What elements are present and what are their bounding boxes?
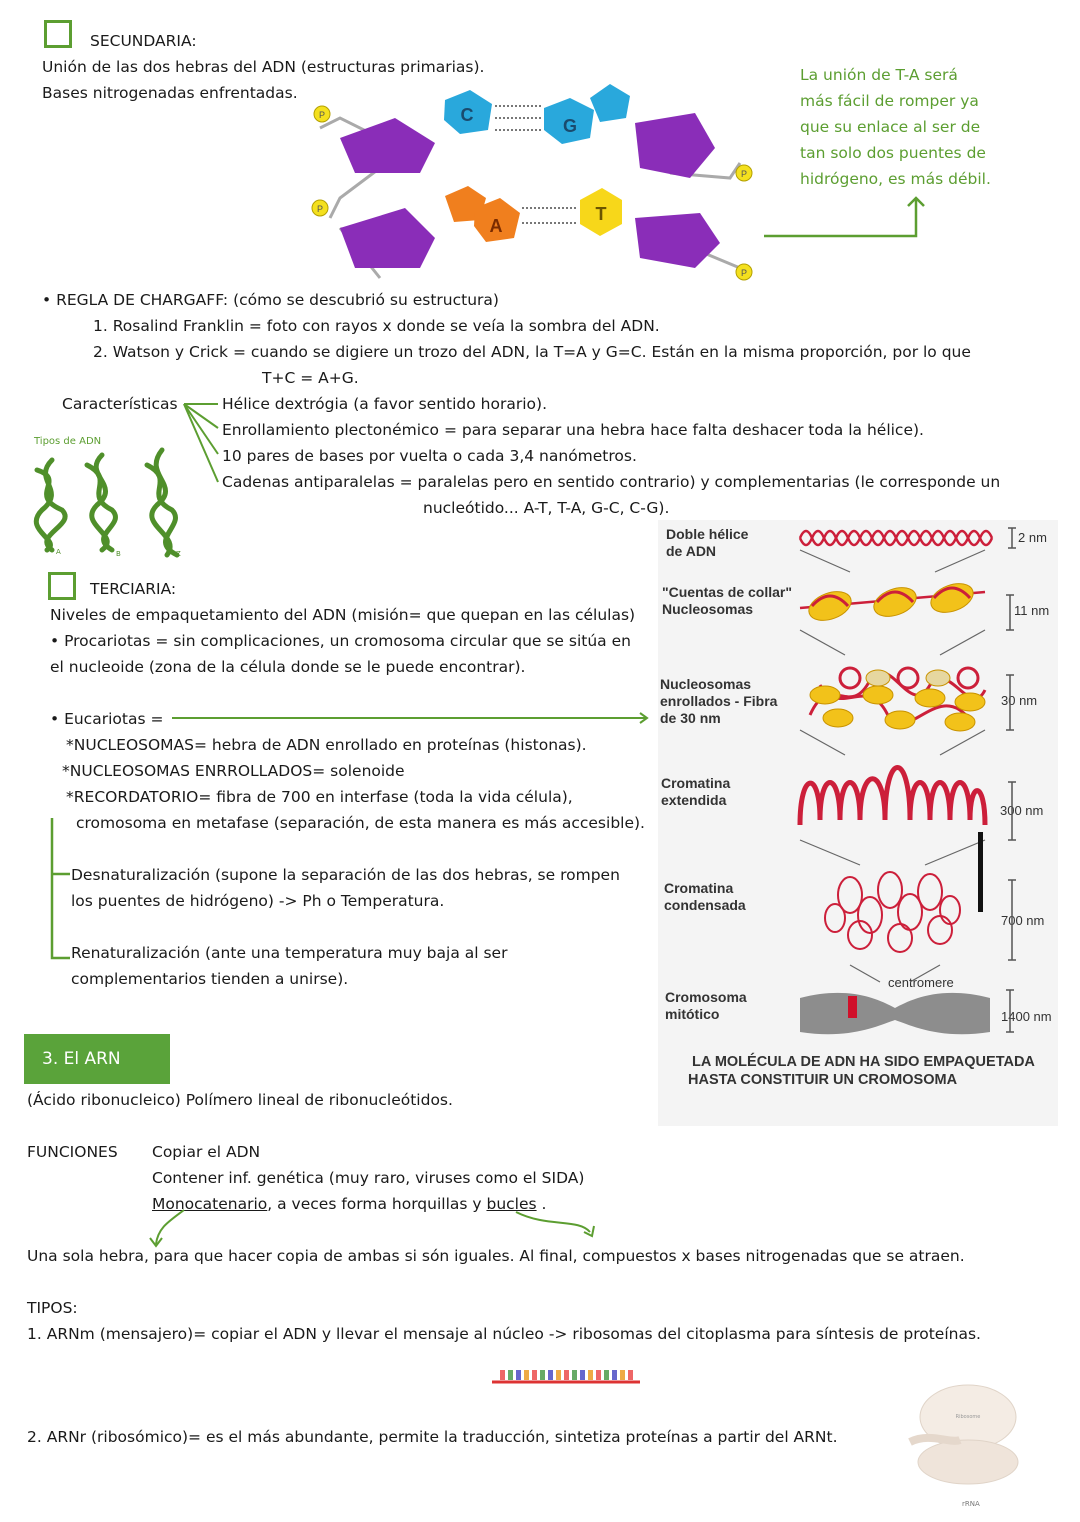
eucariotas-label: • Eucariotas = (50, 710, 164, 728)
dna-type-a: A (56, 548, 61, 556)
level-1-label-line: de ADN (666, 543, 717, 559)
centromere-label: centromere (888, 975, 954, 990)
note-arrow (762, 194, 932, 239)
level-3-label-line: enrollados - Fibra (660, 693, 778, 709)
level-5-label-line: condensada (664, 897, 746, 913)
size-11nm: 11 nm (1014, 603, 1050, 618)
size-700nm: 700 nm (1001, 913, 1045, 928)
terciaria-line1: Niveles de empaquetamiento del ADN (misión= que quepan en las células) (50, 606, 636, 624)
level-5-label-line: Cromatina (664, 880, 734, 896)
chargaff-item-2: 2. Watson y Crick = cuando se digiere un trozo del ADN, la T=A y G=C. Están en la misma proporción, por lo que (93, 343, 971, 361)
note-line-5: hidrógeno, es más débil. (800, 170, 991, 188)
level-2-label (662, 584, 792, 618)
tipos-adn-label: Tipos de ADN (34, 436, 102, 447)
ribosome-label: Ribosome (955, 1414, 981, 1420)
nucleosomas-note: *NUCLEOSOMAS= hebra de ADN enrollado en proteínas (histonas). (66, 736, 587, 754)
terciaria-title: TERCIARIA: (90, 580, 177, 598)
level-6-label-line: mitótico (665, 1006, 720, 1022)
size-2nm: 2 nm (1018, 530, 1047, 545)
caracteristica-4b: nucleótido... A-T, T-A, G-C, C-G). (423, 499, 670, 517)
renaturalizacion-1: Renaturalización (ante una temperatura muy baja al ser (71, 944, 508, 962)
base-c-label: C (460, 105, 474, 125)
packing-drawings (790, 520, 1060, 1040)
level-3-label-line: Nucleosomas (660, 676, 752, 692)
checkbox-secundaria[interactable] (44, 20, 72, 48)
funcion-3-middle: , a veces forma horquillas y (267, 1195, 487, 1213)
level-5-label (664, 880, 746, 914)
desnaturalizacion-1: Desnaturalización (supone la separación de las dos hebras, se rompen (71, 866, 620, 884)
level-6-label-line: Cromosoma (665, 989, 747, 1005)
caracteristica-2: Enrollamiento plectonémico = para separar una hebra hace falta deshacer toda la hélice). (222, 421, 924, 439)
level-3-label-line: de 30 nm (660, 710, 721, 726)
sugar-pentagon (635, 213, 720, 268)
monocatenario-word: Monocatenario (152, 1195, 268, 1213)
chargaff-title: • REGLA DE CHARGAFF: (cómo se descubrió su estructura) (42, 291, 499, 309)
tipo-arnr: 2. ARNr (ribosómico)= es el más abundante, permite la traducción, sintetiza proteínas a partir del ARNt. (27, 1428, 838, 1446)
phosphate-label: P (318, 110, 326, 120)
solenoide-note: *NUCLEOSOMAS ENRROLLADOS= solenoide (62, 762, 405, 780)
tipos-label: TIPOS: (27, 1299, 78, 1317)
size-30nm: 30 nm (1001, 693, 1038, 708)
arn-definition: (Ácido ribonucleico) Polímero lineal de ribonucleótidos. (27, 1091, 453, 1109)
terciaria-line2: • Procariotas = sin complicaciones, un cromosoma circular que se sitúa en (50, 632, 631, 650)
base-g-label: G (562, 116, 578, 136)
arn-note: Una sola hebra, para que hacer copia de ambas si són iguales. Al final, compuestos x bases nitrogenadas que se atraen. (27, 1247, 965, 1265)
base-g-ring (590, 84, 630, 122)
base-pair-diagram (310, 78, 750, 288)
phosphate-label: P (316, 204, 324, 214)
caracteristica-4: Cadenas antiparalelas = paralelas pero en sentido contrario) y complementarias (le corresponde un (222, 473, 1001, 491)
note-line-3: que su enlace al ser de (800, 118, 981, 136)
level-2-label-line: Nucleosomas (662, 601, 754, 617)
funcion-1: Copiar el ADN (152, 1143, 261, 1161)
dna-types-drawing (22, 450, 192, 560)
level-2-label-line: "Cuentas de collar" (662, 584, 792, 600)
terciaria-line3: el nucleoide (zona de la célula donde se le puede encontrar). (50, 658, 526, 676)
size-1400nm: 1400 nm (1001, 1009, 1052, 1024)
caracteristicas-label: Características (62, 395, 178, 413)
phosphate-label: P (740, 169, 748, 179)
funciones-label: FUNCIONES (27, 1143, 118, 1161)
eucariotas-arrow (172, 712, 652, 724)
recordatorio-note: *RECORDATORIO= fibra de 700 en interfase (toda la vida célula), (66, 788, 573, 806)
level-4-label (661, 775, 730, 809)
secundaria-title: SECUNDARIA: (90, 32, 197, 50)
base-t-label: T (595, 204, 607, 224)
funcion-3-end: . (536, 1195, 547, 1213)
note-line-2: más fácil de romper ya (800, 92, 979, 110)
size-300nm: 300 nm (1000, 803, 1044, 818)
sugar-pentagon (635, 113, 715, 178)
dna-type-z: Z (176, 550, 181, 558)
level-4-label-line: Cromatina (661, 775, 731, 791)
note-line-4: tan solo dos puentes de (800, 144, 986, 162)
rrna-label: rRNA (962, 1500, 980, 1508)
caracteristica-1: Hélice dextrógia (a favor sentido horario). (222, 395, 547, 413)
dna-type-b: B (116, 550, 121, 558)
desnaturalizacion-2: los puentes de hidrógeno) -> Ph o Temperatura. (71, 892, 445, 910)
base-a-label: A (489, 216, 503, 236)
phosphate-label: P (740, 268, 748, 278)
level-4-label-line: extendida (661, 792, 727, 808)
secundaria-line2: Bases nitrogenadas enfrentadas. (42, 84, 298, 102)
funciones-arrows (148, 1208, 608, 1248)
figure-caption-1: LA MOLÉCULA DE ADN HA SIDO EMPAQUETADA (692, 1054, 1035, 1070)
ribosome-illustration (910, 1382, 1020, 1492)
renaturalizacion-2: complementarios tienden a unirse). (71, 970, 349, 988)
sugar-pentagon (340, 208, 435, 268)
chargaff-item-2b: T+C = A+G. (262, 369, 359, 387)
section-heading-arn: 3. El ARN (24, 1034, 170, 1084)
level-1-label (666, 526, 748, 560)
mrna-strand (492, 1366, 642, 1386)
chargaff-item-1: 1. Rosalind Franklin = foto con rayos x donde se veía la sombra del ADN. (93, 317, 660, 335)
secundaria-line1: Unión de las dos hebras del ADN (estructuras primarias). (42, 58, 485, 76)
tipo-arnm: 1. ARNm (mensajero)= copiar el ADN y llevar el mensaje al núcleo -> ribosomas del citoplasma para síntesis de proteínas. (27, 1325, 981, 1343)
caracteristica-3: 10 pares de bases por vuelta o cada 3,4 nanómetros. (222, 447, 637, 465)
recordatorio-note-b: cromosoma en metafase (separación, de esta manera es más accesible). (76, 814, 645, 832)
note-line-1: La unión de T-A será (800, 66, 958, 84)
bucles-word: bucles (486, 1195, 537, 1213)
funcion-2: Contener inf. genética (muy raro, viruses como el SIDA) (152, 1169, 585, 1187)
level-1-label-line: Doble hélice (666, 526, 749, 542)
level-3-label (660, 676, 777, 727)
checkbox-terciaria[interactable] (48, 572, 76, 600)
figure-caption-2: HASTA CONSTITUIR UN CROMOSOMA (688, 1072, 958, 1088)
level-6-label (665, 989, 747, 1023)
